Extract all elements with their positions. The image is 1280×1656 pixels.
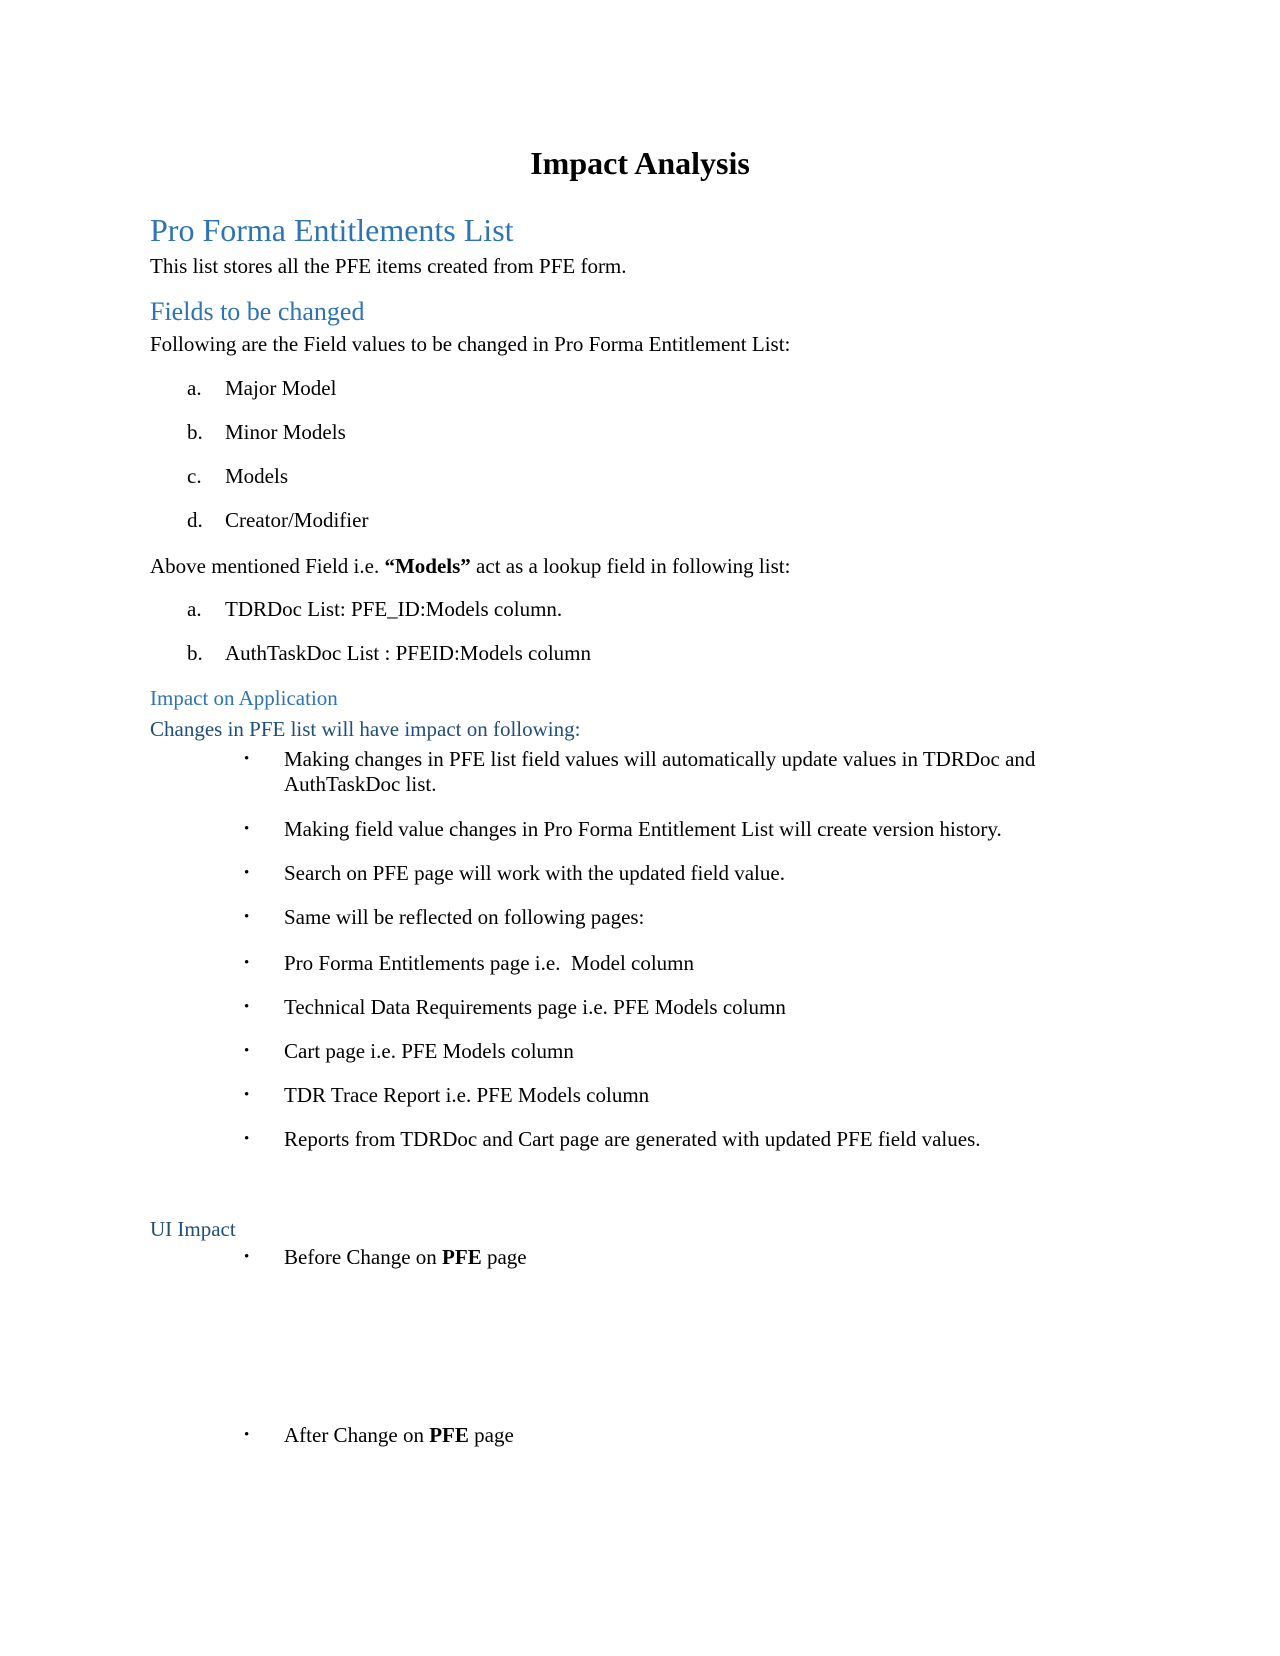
list-item-text: Models [225, 464, 288, 488]
fields-heading: Fields to be changed [150, 297, 365, 326]
bullet-text: Making changes in PFE list field values will automatically update values in TDRDoc and AuthTaskDoc list. [284, 747, 1036, 797]
fields-intro: Following are the Field values to be changed in Pro Forma Entitlement List: [150, 332, 791, 356]
after-change-suffix: page [468, 1423, 514, 1447]
list-item-text: Minor Models [225, 420, 346, 444]
lookup-prefix: Above mentioned Field i.e. [150, 554, 385, 578]
bullet-text: Making field value changes in Pro Forma Entitlement List will create version history. [284, 817, 1002, 841]
list-marker: b. [187, 641, 203, 665]
before-change-bold: PFE [442, 1245, 482, 1269]
bullet-icon: • [244, 909, 250, 925]
list-marker: c. [187, 464, 202, 488]
bullet-text: Search on PFE page will work with the updated field value. [284, 861, 785, 885]
list-marker: a. [187, 376, 202, 400]
section-description: This list stores all the PFE items created from PFE form. [150, 254, 627, 278]
lookup-paragraph [150, 554, 790, 579]
bullet-icon: • [244, 865, 250, 881]
impact-subheading: Changes in PFE list will have impact on following: [150, 717, 581, 741]
list-item-text: Creator/Modifier [225, 508, 369, 532]
lookup-suffix: act as a lookup field in following list: [470, 554, 791, 578]
bullet-text: TDR Trace Report i.e. PFE Models column [284, 1083, 650, 1107]
bullet-text: Same will be reflected on following pages: [284, 905, 645, 929]
bullet-icon: • [244, 1249, 250, 1265]
before-change-text [284, 1245, 1144, 1270]
bullet-text: Pro Forma Entitlements page i.e. Model column [284, 951, 695, 975]
bullet-icon: • [244, 1131, 250, 1147]
bullet-text: Technical Data Requirements page i.e. PFE Models column [284, 995, 786, 1019]
after-change-bold: PFE [429, 1423, 469, 1447]
ui-impact-heading: UI Impact [150, 1217, 236, 1241]
bullet-icon: • [244, 1427, 250, 1443]
document-title: Impact Analysis [530, 145, 750, 181]
list-item-text: TDRDoc List: PFE_ID:Models column. [225, 597, 563, 621]
list-item-text: AuthTaskDoc List : PFEID:Models column [225, 641, 592, 665]
list-item-text: Major Model [225, 376, 337, 400]
bullet-icon: • [244, 1087, 250, 1103]
section-heading: Pro Forma Entitlements List [150, 212, 514, 248]
after-change-text [284, 1423, 1144, 1448]
bullet-text: Reports from TDRDoc and Cart page are generated with updated PFE field values. [284, 1127, 981, 1151]
bullet-icon: • [244, 751, 250, 767]
lookup-bold-field: “Models” [384, 554, 471, 578]
bullet-icon: • [244, 999, 250, 1015]
after-change-prefix: After Change on [284, 1423, 430, 1447]
list-marker: b. [187, 420, 203, 444]
bullet-text: Cart page i.e. PFE Models column [284, 1039, 574, 1063]
bullet-icon: • [244, 821, 250, 837]
before-change-prefix: Before Change on [284, 1245, 443, 1269]
before-change-suffix: page [481, 1245, 527, 1269]
list-marker: d. [187, 508, 203, 532]
impact-heading: Impact on Application [150, 686, 338, 710]
bullet-icon: • [244, 1043, 250, 1059]
bullet-icon: • [244, 955, 250, 971]
list-marker: a. [187, 597, 202, 621]
